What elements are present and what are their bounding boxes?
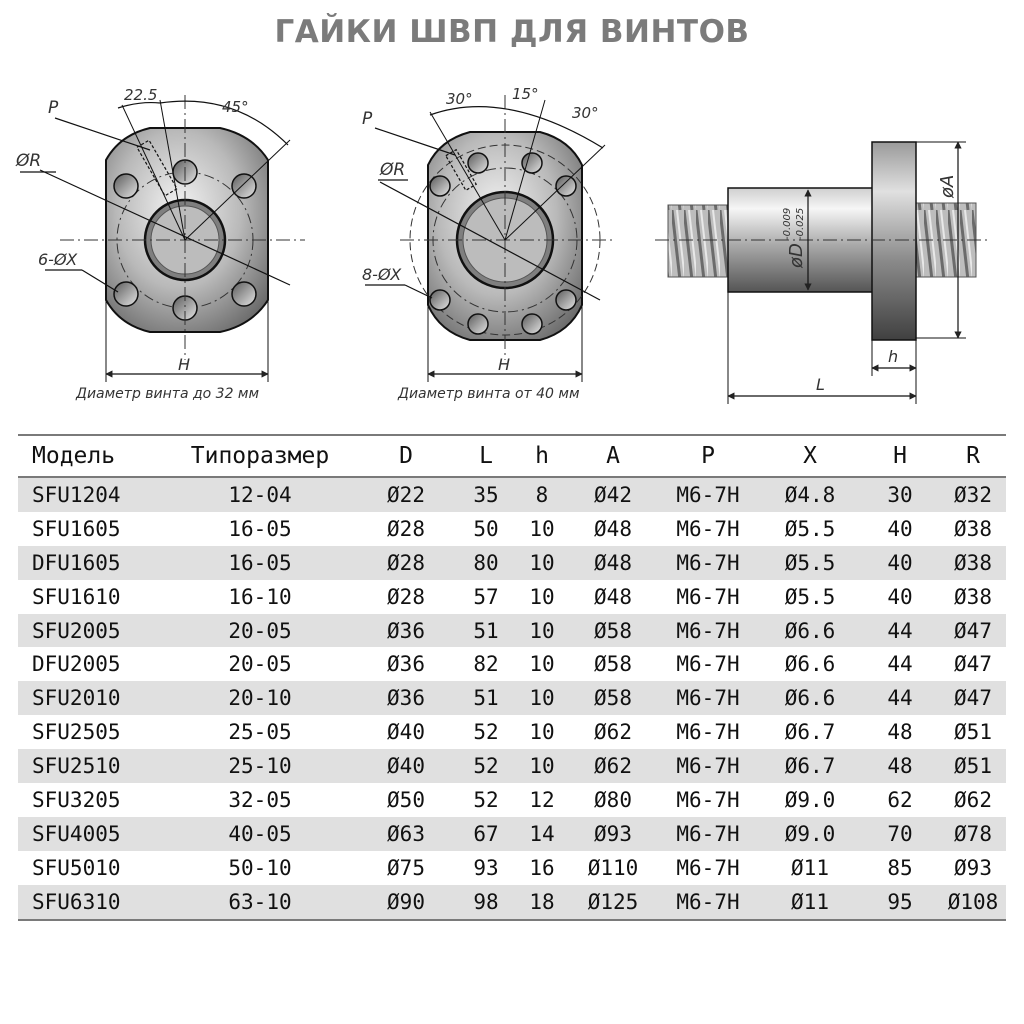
label-r: ØR <box>380 160 406 180</box>
cell-d: Ø63 <box>354 817 458 851</box>
label-a: øA <box>937 174 958 198</box>
flange-nut-drawing-small <box>15 86 305 382</box>
cell-x: Ø6.7 <box>760 749 860 783</box>
table-row <box>18 580 1006 614</box>
cell-h-large: 70 <box>860 817 940 851</box>
cell-h-small: 10 <box>529 584 555 609</box>
cell-size: 20-05 <box>166 614 354 648</box>
cell-size: 16-05 <box>166 546 354 580</box>
cell-r: Ø62 <box>954 787 992 812</box>
cell-x: Ø9.0 <box>784 787 836 812</box>
mount-hole <box>556 176 576 196</box>
table-row <box>18 783 1006 817</box>
label-angle-15: 15° <box>512 85 539 103</box>
cell-h-large: 30 <box>860 477 940 512</box>
cell-r: Ø51 <box>954 720 992 745</box>
cell-p: M6-7H <box>656 749 760 783</box>
technical-drawings <box>0 0 1024 430</box>
label-d-tolerance-bottom: -0.025 <box>795 207 806 240</box>
cell-p: M6-7H <box>676 787 740 812</box>
cell-h-large: 44 <box>860 681 940 715</box>
cell-p: M6-7H <box>676 855 740 880</box>
cell-x: Ø5.5 <box>760 546 860 580</box>
mount-hole <box>430 176 450 196</box>
cell-r: Ø38 <box>954 584 992 609</box>
cell-p: M6-7H <box>656 477 760 512</box>
cell-a: Ø48 <box>570 546 656 580</box>
cell-x: Ø5.5 <box>784 516 836 541</box>
cell-r: Ø78 <box>940 817 1006 851</box>
table-header <box>18 435 1006 477</box>
cell-h-large: 62 <box>887 787 913 812</box>
caption-large-screw: Диаметр винта от 40 мм <box>398 386 580 402</box>
cell-h-small: 10 <box>529 720 555 745</box>
cell-size: 20-05 <box>228 652 292 677</box>
cell-d: Ø28 <box>387 584 425 609</box>
nut-side-view-drawing <box>655 142 990 404</box>
cell-l: 52 <box>473 720 499 745</box>
cell-x: Ø4.8 <box>760 477 860 512</box>
cell-size: 12-04 <box>166 477 354 512</box>
cell-h-large: 40 <box>860 546 940 580</box>
table-row <box>18 817 1006 851</box>
cell-l: 80 <box>458 546 514 580</box>
cell-l: 50 <box>473 516 499 541</box>
cell-a: Ø58 <box>570 681 656 715</box>
cell-x: Ø6.6 <box>760 681 860 715</box>
cell-model: SFU2510 <box>18 749 166 783</box>
cell-l: 82 <box>473 652 499 677</box>
cell-h-large: 85 <box>887 855 913 880</box>
nut-flange <box>872 142 916 340</box>
mount-hole <box>232 174 256 198</box>
cell-size: 32-05 <box>228 787 292 812</box>
table-row <box>18 681 1006 715</box>
cell-model: SFU2005 <box>18 614 166 648</box>
cell-d: Ø40 <box>354 749 458 783</box>
cell-d: Ø90 <box>354 885 458 920</box>
cell-d: Ø40 <box>387 720 425 745</box>
cell-model: SFU3205 <box>32 787 121 812</box>
cell-h-large: 40 <box>887 516 913 541</box>
cell-model: DFU1605 <box>18 546 166 580</box>
cell-a: Ø62 <box>594 720 632 745</box>
table-row <box>18 885 1006 920</box>
cell-p: M6-7H <box>676 516 740 541</box>
screw-thread-left <box>668 205 732 277</box>
cell-p: M6-7H <box>676 584 740 609</box>
cell-x: Ø6.6 <box>784 652 836 677</box>
cell-a: Ø62 <box>570 749 656 783</box>
cell-size: 25-10 <box>166 749 354 783</box>
cell-x: Ø9.0 <box>760 817 860 851</box>
cell-r: Ø93 <box>954 855 992 880</box>
cell-h-small: 10 <box>514 546 570 580</box>
label-angle-30-right: 30° <box>572 104 599 122</box>
cell-h-small: 18 <box>514 885 570 920</box>
cell-l: 57 <box>473 584 499 609</box>
cell-d: Ø50 <box>387 787 425 812</box>
cell-size: 63-10 <box>166 885 354 920</box>
cell-p: M6-7H <box>656 546 760 580</box>
cell-h-small: 12 <box>529 787 555 812</box>
cell-h-large: 44 <box>860 614 940 648</box>
cell-size: 16-05 <box>228 516 292 541</box>
cell-p: M6-7H <box>676 720 740 745</box>
header-p: P <box>656 435 760 477</box>
cell-model: SFU1204 <box>18 477 166 512</box>
cell-h-large: 48 <box>887 720 913 745</box>
cell-x: Ø6.7 <box>784 720 836 745</box>
mount-hole <box>232 282 256 306</box>
label-h-flange: h <box>888 347 899 366</box>
cell-l: 51 <box>458 681 514 715</box>
cell-d: Ø28 <box>354 546 458 580</box>
label-l: L <box>816 375 825 394</box>
page-title: ГАЙКИ ШВП ДЛЯ ВИНТОВ <box>274 14 750 50</box>
cell-a: Ø48 <box>594 516 632 541</box>
cell-h-small: 10 <box>514 614 570 648</box>
cell-l: 98 <box>458 885 514 920</box>
cell-p: M6-7H <box>656 817 760 851</box>
header-row <box>18 435 1006 477</box>
caption-small-screw: Диаметр винта до 32 мм <box>76 386 260 402</box>
table-row <box>18 477 1006 512</box>
header-r: R <box>940 435 1006 477</box>
label-p: P <box>48 98 59 118</box>
header-size: Типоразмер <box>166 435 354 477</box>
cell-r: Ø47 <box>954 652 992 677</box>
header-a: A <box>570 435 656 477</box>
cell-l: 93 <box>473 855 499 880</box>
cell-a: Ø48 <box>594 584 632 609</box>
cell-size: 20-10 <box>166 681 354 715</box>
cell-r: Ø47 <box>940 681 1006 715</box>
cell-l: 35 <box>458 477 514 512</box>
cell-a: Ø58 <box>570 614 656 648</box>
label-x: 6-ØX <box>38 250 78 269</box>
cell-h-large: 48 <box>860 749 940 783</box>
cell-model: SFU5010 <box>32 855 121 880</box>
cell-d: Ø36 <box>387 652 425 677</box>
mount-hole <box>430 290 450 310</box>
cell-p: M6-7H <box>676 652 740 677</box>
cell-a: Ø125 <box>570 885 656 920</box>
cell-model: SFU2505 <box>32 720 121 745</box>
table-row <box>18 647 1006 681</box>
cell-h-large: 95 <box>860 885 940 920</box>
cell-x: Ø5.5 <box>784 584 836 609</box>
mount-hole <box>556 290 576 310</box>
cell-size: 16-10 <box>228 584 292 609</box>
cell-x: Ø6.6 <box>760 614 860 648</box>
label-x: 8-ØX <box>362 265 402 284</box>
header-x: X <box>760 435 860 477</box>
label-r: ØR <box>16 151 42 171</box>
label-angle-45: 45° <box>222 98 249 116</box>
header-h-large: H <box>860 435 940 477</box>
mount-hole <box>522 314 542 334</box>
cell-r: Ø108 <box>940 885 1006 920</box>
cell-h-large: 44 <box>887 652 913 677</box>
cell-h-small: 14 <box>514 817 570 851</box>
cell-r: Ø51 <box>940 749 1006 783</box>
header-model: Модель <box>18 435 166 477</box>
cell-h-small: 10 <box>529 652 555 677</box>
header-d: D <box>354 435 458 477</box>
cell-size: 50-10 <box>228 855 292 880</box>
header-l: L <box>458 435 514 477</box>
mount-hole <box>468 153 488 173</box>
cell-d: Ø36 <box>354 614 458 648</box>
cell-r: Ø38 <box>954 516 992 541</box>
cell-model: SFU6310 <box>18 885 166 920</box>
cell-d: Ø75 <box>387 855 425 880</box>
table-row <box>18 546 1006 580</box>
cell-p: M6-7H <box>656 614 760 648</box>
cell-r: Ø32 <box>940 477 1006 512</box>
cell-l: 51 <box>458 614 514 648</box>
cell-model: SFU4005 <box>18 817 166 851</box>
cell-h-small: 8 <box>514 477 570 512</box>
table-row <box>18 715 1006 749</box>
cell-size: 25-05 <box>228 720 292 745</box>
cell-size: 40-05 <box>166 817 354 851</box>
cell-x: Ø11 <box>760 885 860 920</box>
cell-h-large: 40 <box>887 584 913 609</box>
cell-a: Ø80 <box>594 787 632 812</box>
table-row <box>18 614 1006 648</box>
cell-a: Ø58 <box>594 652 632 677</box>
table-body <box>18 477 1006 920</box>
cell-a: Ø110 <box>587 855 639 880</box>
label-h: H <box>498 355 511 374</box>
cell-a: Ø93 <box>570 817 656 851</box>
cell-model: SFU1605 <box>32 516 121 541</box>
cell-model: DFU2005 <box>32 652 121 677</box>
cell-x: Ø11 <box>791 855 829 880</box>
cell-model: SFU2010 <box>18 681 166 715</box>
cell-r: Ø38 <box>940 546 1006 580</box>
table-row <box>18 851 1006 885</box>
cell-d: Ø22 <box>354 477 458 512</box>
cell-l: 52 <box>473 787 499 812</box>
label-angle-22: 22.5 <box>124 86 158 104</box>
cell-h-small: 10 <box>514 681 570 715</box>
label-h: H <box>178 355 191 374</box>
header-h-small: h <box>514 435 570 477</box>
cell-d: Ø36 <box>354 681 458 715</box>
cell-h-small: 10 <box>529 516 555 541</box>
mount-hole <box>114 282 138 306</box>
cell-p: M6-7H <box>656 681 760 715</box>
cell-r: Ø47 <box>940 614 1006 648</box>
table-row <box>18 512 1006 546</box>
cell-l: 52 <box>458 749 514 783</box>
mount-hole <box>114 174 138 198</box>
cell-h-small: 10 <box>514 749 570 783</box>
cell-a: Ø42 <box>570 477 656 512</box>
label-angle-30-left: 30° <box>446 90 473 108</box>
cell-p: M6-7H <box>656 885 760 920</box>
flange-nut-drawing-large <box>362 85 615 382</box>
leader-p <box>375 128 455 155</box>
cell-h-small: 16 <box>529 855 555 880</box>
label-d-tolerance-top: -0.009 <box>782 207 793 240</box>
table-row <box>18 749 1006 783</box>
label-d: øD <box>786 243 807 268</box>
cell-model: SFU1610 <box>32 584 121 609</box>
mount-hole <box>468 314 488 334</box>
spec-table <box>18 434 1006 921</box>
cell-d: Ø28 <box>387 516 425 541</box>
cell-l: 67 <box>458 817 514 851</box>
label-p: P <box>362 109 373 129</box>
